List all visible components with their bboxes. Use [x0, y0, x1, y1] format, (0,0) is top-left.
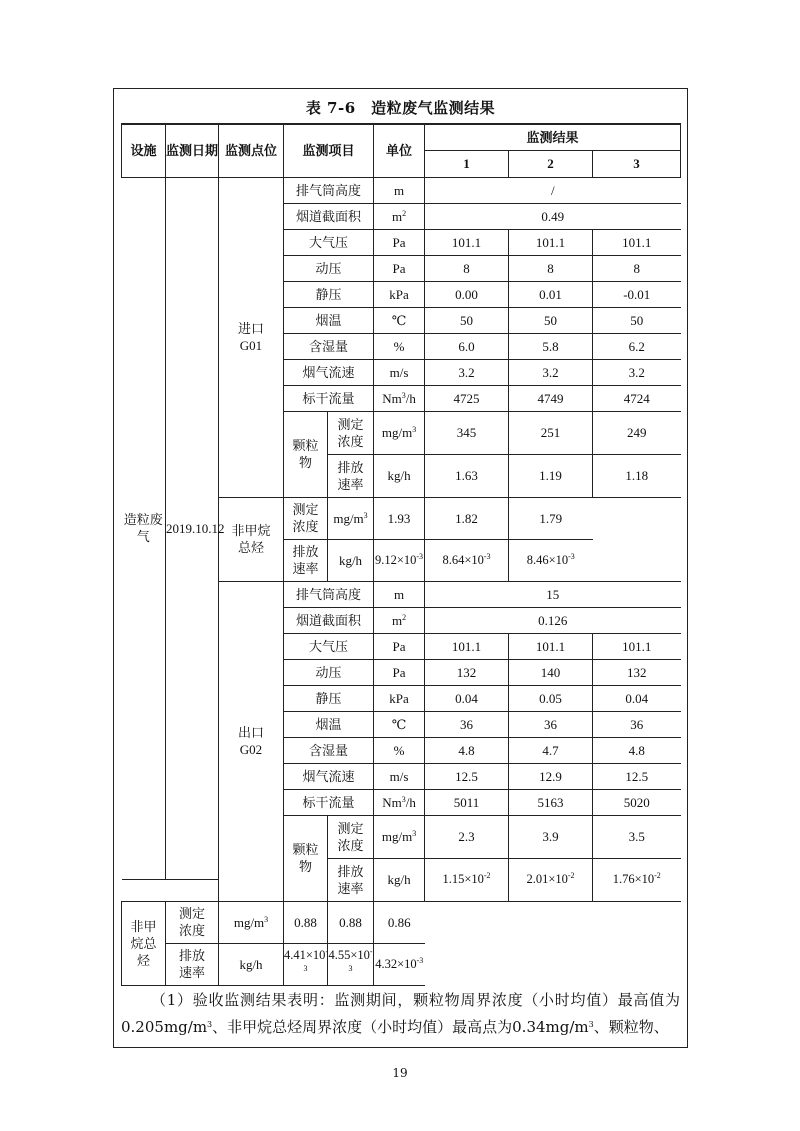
unit-cell: % — [374, 737, 425, 763]
value-cell: 1.79 — [509, 497, 593, 539]
value-cell: 3.5 — [593, 815, 681, 858]
pollutant-name-cell: 颗粒物 — [284, 411, 328, 497]
item-cell: 含湿量 — [284, 737, 374, 763]
value-cell: 101.1 — [509, 229, 593, 255]
value-cell: 0.88 — [328, 901, 374, 943]
value-cell: 12.9 — [509, 763, 593, 789]
item-cell: 烟温 — [284, 307, 374, 333]
unit-cell: kg/h — [219, 943, 284, 985]
value-cell: 12.5 — [593, 763, 681, 789]
header-facility: 设施 — [122, 124, 166, 177]
value-cell: 4.8 — [593, 737, 681, 763]
value-cell: 36 — [425, 711, 509, 737]
item-cell: 大气压 — [284, 633, 374, 659]
sub-item-cell: 测定 浓度 — [284, 497, 328, 539]
page-number: 19 — [392, 1066, 408, 1080]
header-date: 监测日期 — [166, 124, 219, 177]
point-outlet-code: G02 — [239, 742, 263, 757]
unit-cell: m/s — [374, 763, 425, 789]
item-cell: 烟道截面积 — [284, 203, 374, 229]
item-cell: 标干流量 — [284, 385, 374, 411]
value-cell: 249 — [593, 411, 681, 454]
sub-item-cell: 测定 浓度 — [328, 411, 374, 454]
unit-cell: kg/h — [374, 454, 425, 497]
value-cell: 5011 — [425, 789, 509, 815]
unit-cell: ℃ — [374, 711, 425, 737]
unit-cell: kg/h — [374, 858, 425, 901]
value-cell: 345 — [425, 411, 509, 454]
unit-cell: Pa — [374, 255, 425, 281]
item-cell: 烟道截面积 — [284, 607, 374, 633]
value-cell: $4.55\times 10^{-3}$ — [328, 943, 374, 985]
value-cell: $4.32\times 10^{-3}$ — [374, 943, 425, 985]
header-result: 监测结果 — [425, 124, 681, 150]
value-cell: 50 — [509, 307, 593, 333]
item-cell: 烟气流速 — [284, 359, 374, 385]
value-cell: 50 — [593, 307, 681, 333]
value-cell: 101.1 — [425, 229, 509, 255]
value-cell: 0.88 — [284, 901, 328, 943]
value-cell: 36 — [593, 711, 681, 737]
value-cell: 12.5 — [425, 763, 509, 789]
value-cell: 140 — [509, 659, 593, 685]
unit-cell: $m^2$ — [374, 203, 425, 229]
pollutant-name-cell: 非甲烷总烃 — [122, 901, 166, 985]
facility-cell: 造粒废气 — [122, 177, 166, 879]
value-cell: 5020 — [593, 789, 681, 815]
value-cell: 4725 — [425, 385, 509, 411]
unit-cell: $m^2$ — [374, 607, 425, 633]
unit-cell: Nm$^3$/h — [374, 385, 425, 411]
unit-cell: m — [374, 581, 425, 607]
value-cell: 0.04 — [425, 685, 509, 711]
value-cell: 0.05 — [509, 685, 593, 711]
value-cell: 36 — [509, 711, 593, 737]
value-cell: 3.2 — [509, 359, 593, 385]
table-container — [121, 123, 681, 986]
unit-cell: Pa — [374, 659, 425, 685]
conclusion-paragraph: （1）验收监测结果表明：监测期间，颗粒物周界浓度（小时均值）最高值为$0.205mg/m^3$、非甲烷总烃周界浓度（小时均值）最高点为$0.34mg/m^3$、颗粒物、 — [121, 991, 680, 1036]
unit-cell: m/s — [374, 359, 425, 385]
value-cell: 6.0 — [425, 333, 509, 359]
unit-cell: % — [374, 333, 425, 359]
unit-cell: $mg/m^3$ — [374, 411, 425, 454]
point-outlet-name: 出口 — [237, 725, 264, 740]
value-cell: 0.01 — [509, 281, 593, 307]
value-cell: 8 — [593, 255, 681, 281]
value-cell: 50 — [425, 307, 509, 333]
unit-cell: kPa — [374, 281, 425, 307]
value-cell: 5163 — [509, 789, 593, 815]
point-inlet — [219, 177, 284, 497]
value-cell: 0.00 — [425, 281, 509, 307]
value-cell: 1.18 — [593, 454, 681, 497]
item-cell: 排气筒高度 — [284, 581, 374, 607]
unit-cell: Pa — [374, 633, 425, 659]
item-cell: 烟气流速 — [284, 763, 374, 789]
value-cell: 1.19 — [509, 454, 593, 497]
sub-item-cell: 排放 速率 — [284, 539, 328, 581]
unit-cell: $mg/m^3$ — [374, 815, 425, 858]
item-cell: 大气压 — [284, 229, 374, 255]
value-cell: 4749 — [509, 385, 593, 411]
point-inlet-name: 进口 — [237, 321, 264, 336]
value-cell: $9.12\times 10^{-3}$ — [374, 539, 425, 581]
value-cell: 4.7 — [509, 737, 593, 763]
value-cell: 101.1 — [425, 633, 509, 659]
pollutant-name-cell: 非甲烷总烃 — [219, 497, 284, 581]
item-cell: 动压 — [284, 255, 374, 281]
unit-cell: ℃ — [374, 307, 425, 333]
value-cell: $2.01\times 10^{-2}$ — [509, 858, 593, 901]
header-result-2: 2 — [509, 150, 593, 177]
header-item: 监测项目 — [284, 124, 374, 177]
value-cell: 4724 — [593, 385, 681, 411]
unit-cell: Pa — [374, 229, 425, 255]
value-cell: 0.04 — [593, 685, 681, 711]
value-cell: $1.76\times 10^{-2}$ — [593, 858, 681, 901]
unit-cell: Nm$^3$/h — [374, 789, 425, 815]
value-cell: 2.3 — [425, 815, 509, 858]
sub-item-cell: 排放 速率 — [328, 454, 374, 497]
sub-item-cell: 排放 速率 — [328, 858, 374, 901]
sub-item-cell: 测定 浓度 — [328, 815, 374, 858]
value-cell: 8 — [425, 255, 509, 281]
value-cell: 132 — [593, 659, 681, 685]
value-cell: $1.15\times 10^{-2}$ — [425, 858, 509, 901]
value-cell: 3.9 — [509, 815, 593, 858]
value-cell: 1.63 — [425, 454, 509, 497]
value-cell: 3.2 — [425, 359, 509, 385]
header-result-3: 3 — [593, 150, 681, 177]
point-outlet — [219, 581, 284, 901]
value-cell: 5.8 — [509, 333, 593, 359]
header-unit: 单位 — [374, 124, 425, 177]
item-cell: 动压 — [284, 659, 374, 685]
monitoring-results-table — [121, 123, 681, 986]
value-cell: / — [425, 177, 681, 203]
value-cell: 101.1 — [509, 633, 593, 659]
sub-item-cell: 排放 速率 — [166, 943, 219, 985]
unit-cell: $mg/m^3$ — [328, 497, 374, 539]
item-cell: 静压 — [284, 685, 374, 711]
value-cell: 0.126 — [425, 607, 681, 633]
item-cell: 标干流量 — [284, 789, 374, 815]
value-cell: 132 — [425, 659, 509, 685]
value-cell: 0.86 — [374, 901, 425, 943]
point-inlet-code: G01 — [239, 338, 263, 353]
value-cell: 6.2 — [593, 333, 681, 359]
value-cell: $4.41\times 10^{-3}$ — [284, 943, 328, 985]
date-cell: 2019.10.12 — [166, 177, 219, 879]
header-point: 监测点位 — [219, 124, 284, 177]
value-cell: 15 — [425, 581, 681, 607]
value-cell: 101.1 — [593, 229, 681, 255]
value-cell: 4.8 — [425, 737, 509, 763]
value-cell: $8.46\times 10^{-3}$ — [509, 539, 593, 581]
item-cell: 排气筒高度 — [284, 177, 374, 203]
unit-cell: m — [374, 177, 425, 203]
unit-cell: kPa — [374, 685, 425, 711]
value-cell: 8 — [509, 255, 593, 281]
item-cell: 烟温 — [284, 711, 374, 737]
header-result-1: 1 — [425, 150, 509, 177]
pollutant-name-cell: 颗粒物 — [284, 815, 328, 901]
item-cell: 静压 — [284, 281, 374, 307]
value-cell: 0.49 — [425, 203, 681, 229]
item-cell: 含湿量 — [284, 333, 374, 359]
value-cell: $8.64\times 10^{-3}$ — [425, 539, 509, 581]
sub-item-cell: 测定 浓度 — [166, 901, 219, 943]
value-cell: 101.1 — [593, 633, 681, 659]
unit-cell: $mg/m^3$ — [219, 901, 284, 943]
value-cell: -0.01 — [593, 281, 681, 307]
value-cell: 251 — [509, 411, 593, 454]
value-cell: 3.2 — [593, 359, 681, 385]
table-title: 表 7-6 造粒废气监测结果 — [305, 99, 496, 117]
value-cell: 1.93 — [374, 497, 425, 539]
unit-cell: kg/h — [328, 539, 374, 581]
value-cell: 1.82 — [425, 497, 509, 539]
